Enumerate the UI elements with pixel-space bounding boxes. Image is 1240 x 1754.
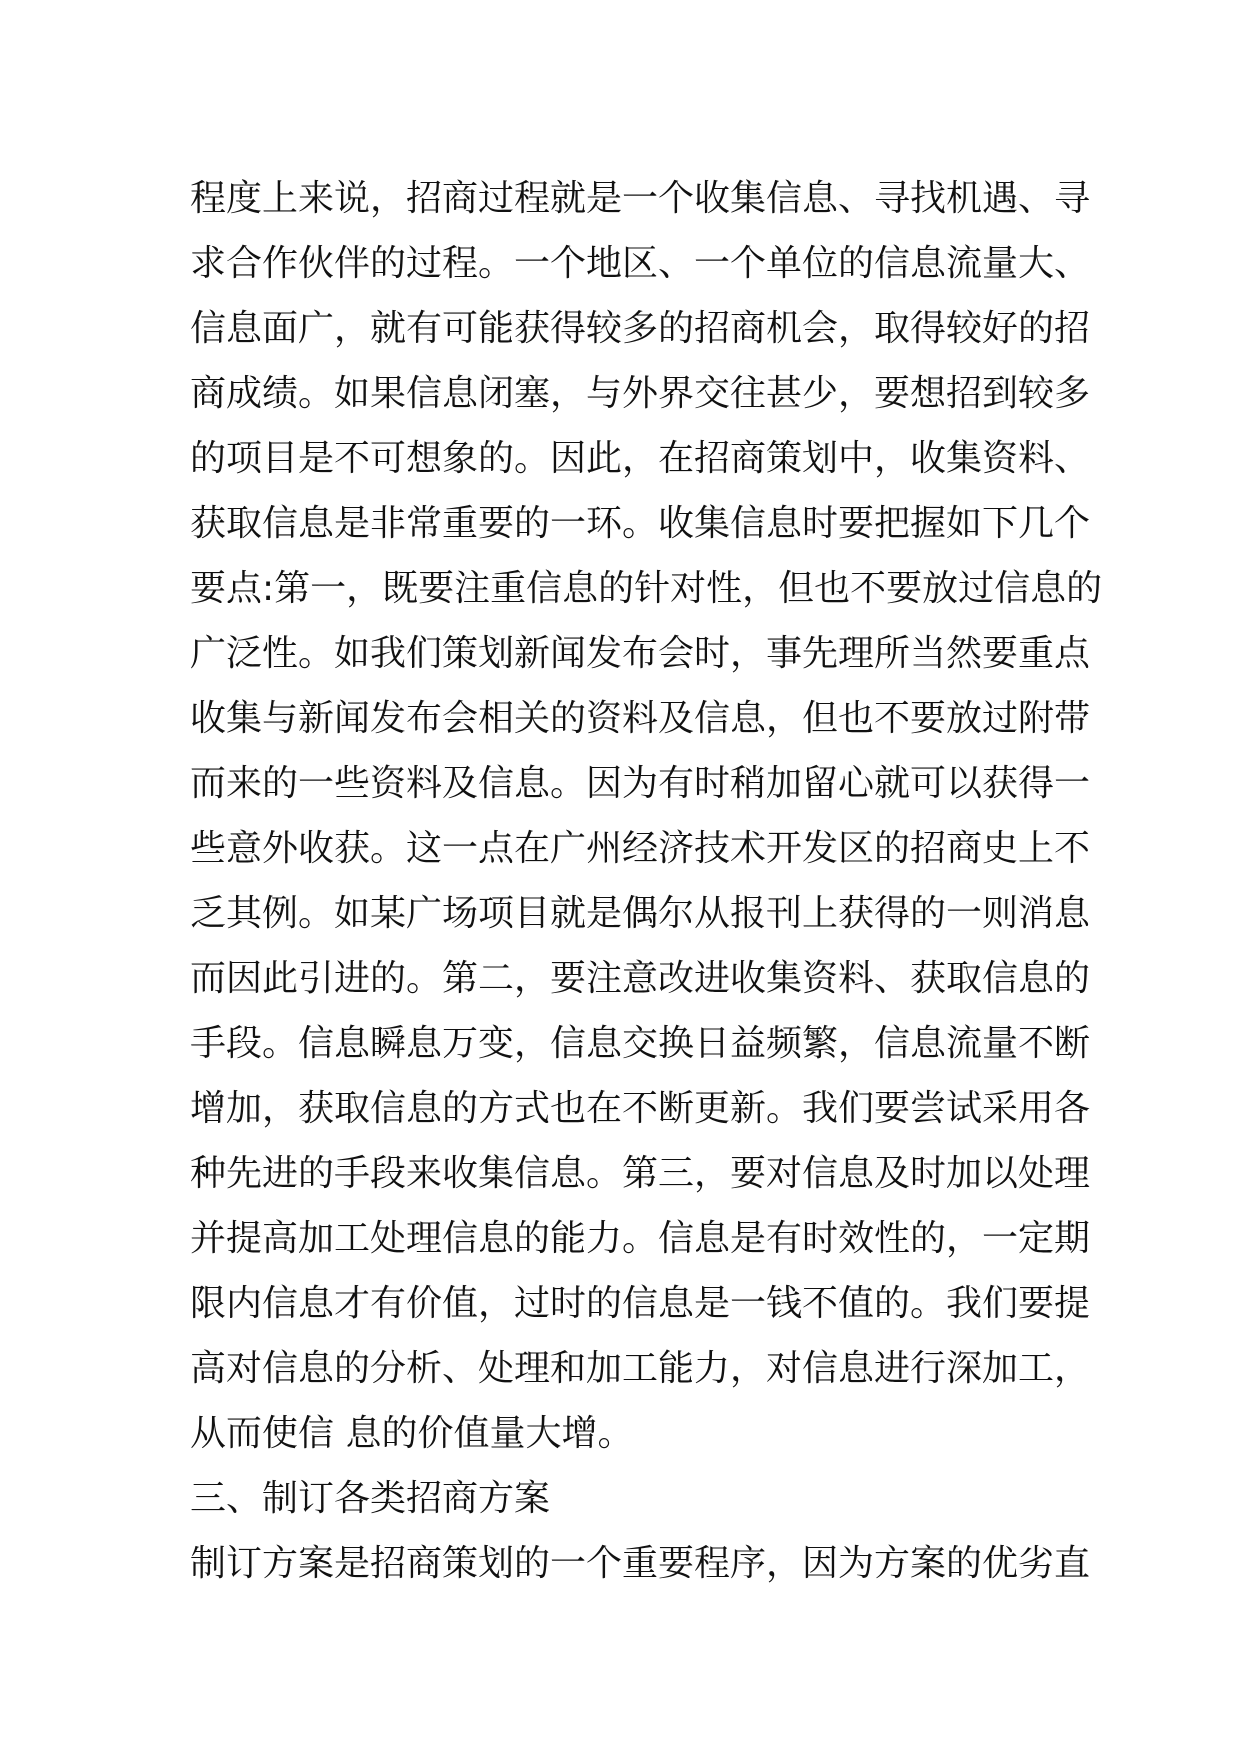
text-line: 要点:第一，既要注重信息的针对性，但也不要放过信息的 [190, 568, 1103, 609]
text-line: 商成绩。如果信息闭塞，与外界交往甚少，要想招到较多 [190, 373, 1091, 414]
text-line: 限内信息才有价值，过时的信息是一钱不值的。我们要提 [190, 1283, 1091, 1324]
text-line: 广泛性。如我们策划新闻发布会时，事先理所当然要重点 [190, 633, 1091, 674]
text-line: 程度上来说，招商过程就是一个收集信息、寻找机遇、寻 [190, 178, 1091, 219]
text-line: 而因此引进的。第二，要注意改进收集资料、获取信息的 [190, 958, 1091, 999]
text-line: 信息面广，就有可能获得较多的招商机会，取得较好的招 [190, 308, 1091, 349]
text-line: 些意外收获。这一点在广州经济技术开发区的招商史上不 [190, 828, 1091, 869]
text-line: 种先进的手段来收集信息。第三，要对信息及时加以处理 [190, 1153, 1091, 1194]
text-line: 手段。信息瞬息万变，信息交换日益频繁，信息流量不断 [190, 1023, 1091, 1064]
text-line: 制订方案是招商策划的一个重要程序，因为方案的优劣直 [190, 1543, 1091, 1584]
text-line: 增加，获取信息的方式也在不断更新。我们要尝试采用各 [190, 1088, 1091, 1129]
text-line: 而来的一些资料及信息。因为有时稍加留心就可以获得一 [190, 763, 1091, 804]
text-line: 获取信息是非常重要的一环。收集信息时要把握如下几个 [190, 503, 1091, 544]
text-line: 高对信息的分析、处理和加工能力，对信息进行深加工， [190, 1348, 1091, 1389]
text-line: 从而使信 息的价值量大增。 [190, 1413, 634, 1454]
text-line: 收集与新闻发布会相关的资料及信息，但也不要放过附带 [190, 698, 1091, 739]
text-line: 的项目是不可想象的。因此，在招商策划中，收集资料、 [190, 438, 1091, 479]
text-line: 乏其例。如某广场项目就是偶尔从报刊上获得的一则消息 [190, 893, 1091, 934]
text-line: 并提高加工处理信息的能力。信息是有时效性的，一定期 [190, 1218, 1091, 1259]
body-text [190, 166, 1103, 1596]
text-line: 求合作伙伴的过程。一个地区、一个单位的信息流量大、 [190, 243, 1091, 284]
section-heading: 三、制订各类招商方案 [190, 1478, 551, 1519]
